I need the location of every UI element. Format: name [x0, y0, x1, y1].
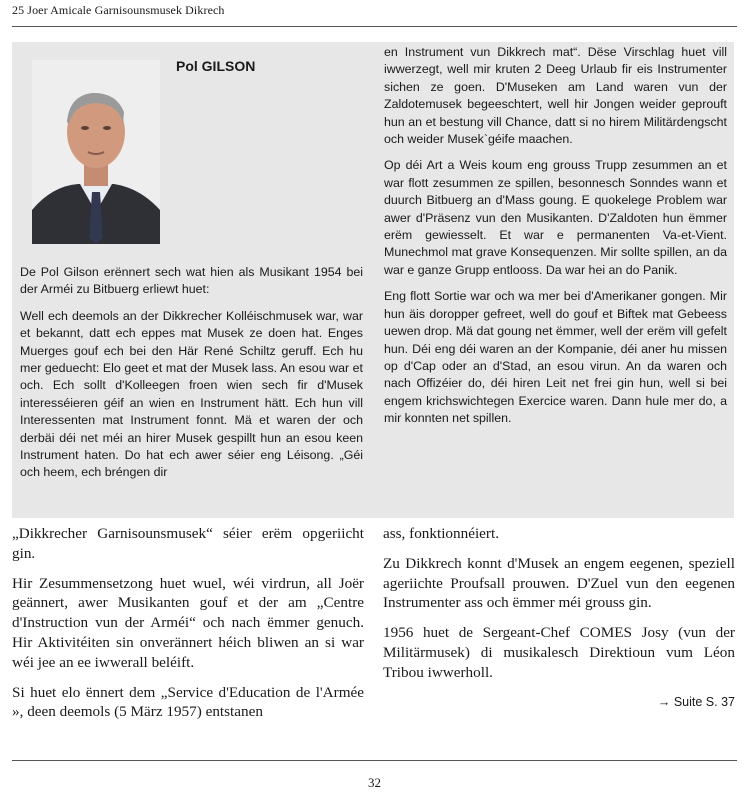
profile-right-column	[384, 44, 727, 437]
profile-paragraph: Op déi Art a Weis koum eng grouss Trupp zesummen an et war flott zesummen ze spillen, besonnesch Sonndes wann et duurch Bitbuerg an d'Mass goung. E quokelege Problem war awer d'Präsenz vun den Musikanten. D'Zaldoten hun ëmmer erëm gewiesselt. Et war e permanenten Va-et-Vient. Munechmol mat grave Konsequenzen. Mir sollte spillen, an da war e ganze Grupp entlooss. Da war hei an do Panik.	[384, 158, 727, 277]
body-right-column	[383, 524, 735, 712]
footer-rule	[12, 760, 737, 761]
body-paragraph: 1956 huet de Sergeant-Chef COMES Josy (vun der Militärmusek) di musikalesch Direktioun vum Léon Tribou iwwerholl.	[383, 624, 735, 681]
body-paragraph: Zu Dikkrech konnt d'Musek an engem eegenen, speziell ageriichte Proufsall prouwen. D'Zuel vun den eegenen Instrumenter ass och ëmmer méi grouss gin.	[383, 554, 735, 612]
profile-name: Pol GILSON	[176, 58, 256, 74]
page-number: 32	[368, 775, 381, 790]
portrait-photo	[32, 60, 160, 244]
body-paragraph: Hir Zesummensetzong huet wuel, wéi virdrun, all Joër geännert, awer Musikanten gouf et der am „Centre d'Instruction vun der Arméi“ och nach ëmmer genuch. Hir Aktivitéiten sin onverännert héich bliwen an si war wéi jee an ee iwwerall beléift.	[12, 574, 364, 671]
profile-intro: De Pol Gilson erënnert sech wat hien als Musikant 1954 bei der Arméi zu Bitbuerg erliewt huet:	[20, 265, 363, 297]
profile-paragraph: Eng flott Sortie war och wa mer bei d'Amerikaner gongen. Mir hun äis doropper gefreet, well do gouf et Biftek mat Gebeess uewen drop. Mä dat goung net ëmmer, well der erëm vill gefelt hun. Déi eng déi waren an der Kompanie, déi aner hu missen op d'Cap oder an d'Stad, an esou virun. An da waren och nach Offizéier do, déi hiren Leit net frei gin hun, well si bei engem krichswichtegen Exercice waren. Dann hule mer do, a mir konnten net spillen.	[384, 289, 727, 426]
body-paragraph: Si huet elo ënnert dem „Service d'Education de l'Armée », deen deemols (5 März 1957) entstanen	[12, 683, 364, 721]
profile-paragraph: Well ech deemols an der Dikkrecher Kolléischmusek war, war et bekannt, datt ech eppes mat Musek ze doen hat. Enges Muerges gouf ech bei den Här René Schiltz geruff. Ech hu mer geduecht: Elo geet et mat der Musek lass. An esou war et och. Ech sollt d'Kolleegen froen wien sech fir d'Musek interesséieren géif an wien en Instrument hätt. Ech hun vill Interessenten mat Instrument fonnt. Mä et waren der och derbäi déi net méi an hirer Musek gespillt hun an esou keen Instrument haten. Do hat ech awer séier eng Léisong. „Géi och heem, ech bréngen dir	[20, 308, 363, 480]
profile-left-column	[20, 264, 363, 491]
body-paragraph: „Dikkrecher Garnisounsmusek“ séier erëm opgeriicht gin.	[12, 525, 364, 562]
profile-paragraph: en Instrument vun Dikkrech mat“. Dëse Virschlag huet vill iwwerzegt, well mir kruten 2 Deeg Urlaub fir eis Instrumenter sichen ze goen. D'Museken am Land waren vun der Zaldotemusek begeeschtert, well hir Jongen weider geprouft hun an et bestung vill Chance, datt si no hirem Militärdengscht och weider Musek`géife maachen.	[384, 45, 727, 147]
body-paragraph: ass, fonktionnéiert.	[383, 525, 499, 542]
body-left-column	[12, 524, 364, 732]
continuation-note: → Suite S. 37	[657, 694, 735, 709]
running-head: 25 Joer Amicale Garnisounsmusek Dikrech	[12, 3, 225, 17]
header-rule	[12, 26, 737, 27]
